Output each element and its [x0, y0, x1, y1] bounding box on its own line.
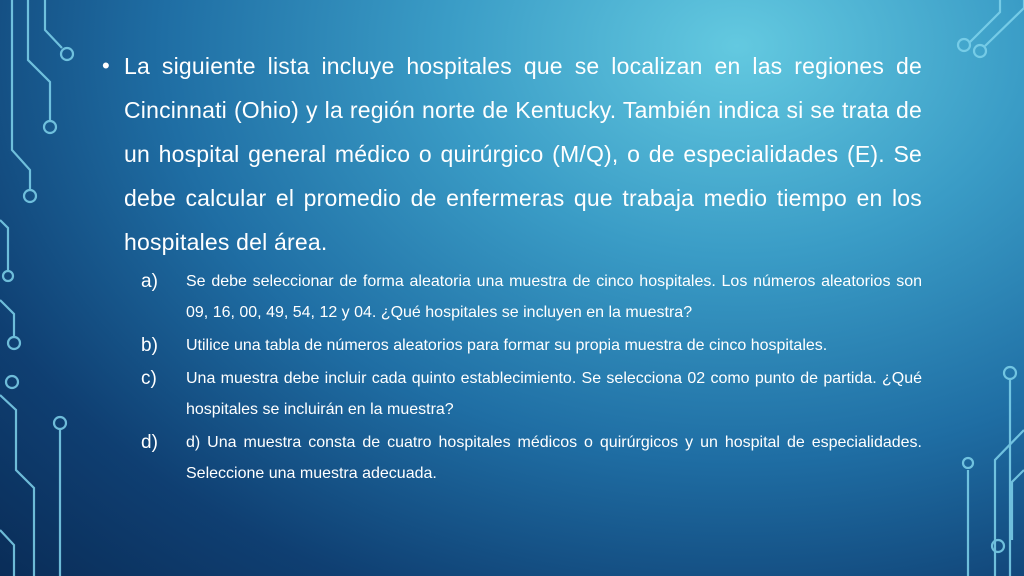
circuit-node	[963, 458, 973, 468]
circuit-node	[974, 45, 986, 57]
list-item-marker: a)	[141, 271, 158, 292]
circuit-trace-left-7	[0, 530, 14, 576]
circuit-node	[8, 337, 20, 349]
circuit-node	[44, 121, 56, 133]
circuit-trace-left-5	[0, 395, 34, 576]
circuit-node	[61, 48, 73, 60]
circuit-trace-left-4	[0, 300, 14, 336]
slide-content	[100, 44, 922, 491]
circuit-node	[24, 190, 36, 202]
list-item-marker: c)	[141, 368, 157, 389]
list-item-text: Utilice una tabla de números aleatorios para formar su propia muestra de cinco hospitales.	[186, 337, 828, 354]
bullet-icon: •	[102, 53, 110, 78]
circuit-node	[6, 376, 18, 388]
circuit-node	[992, 540, 1004, 552]
list-item	[141, 330, 922, 361]
list-item-text: Una muestra debe incluir cada quinto establecimiento. Se selecciona 02 como punto de partida. ¿Qué hospitales se incluirán en la muestra?	[186, 370, 922, 418]
circuit-trace-right-1	[985, 0, 1024, 46]
circuit-trace-left-8	[0, 220, 8, 270]
list-item-text: d) Una muestra consta de cuatro hospitales médicos o quirúrgicos y un hospital de especialidades. Seleccione una muestra adecuada.	[186, 434, 922, 482]
main-bullet-text: La siguiente lista incluye hospitales que se localizan en las regiones de Cincinnati (Ohio) y la región norte de Kentucky. También indica si se trata de un hospital general médico o quirúrgico (M/Q), o de especialidades (E). Se debe calcular el promedio de enfermeras que trabaja medio tiempo en los hospitales del área.	[124, 53, 922, 255]
circuit-node	[1004, 367, 1016, 379]
circuit-node	[3, 271, 13, 281]
circuit-node	[54, 417, 66, 429]
list-item	[141, 266, 922, 328]
list-item	[141, 363, 922, 425]
circuit-trace-left-3	[45, 0, 62, 48]
list-item	[141, 427, 922, 489]
circuit-trace-left-2	[28, 0, 50, 120]
circuit-node	[958, 39, 970, 51]
list-item-text: Se debe seleccionar de forma aleatoria una muestra de cinco hospitales. Los números aleatorios son 09, 16, 00, 49, 54, 12 y 04. ¿Qué hospitales se incluyen en la muestra?	[186, 273, 922, 321]
list-item-marker: b)	[141, 335, 158, 356]
circuit-trace-right-5	[1012, 470, 1024, 540]
sub-list	[100, 266, 922, 489]
list-item-marker: d)	[141, 432, 158, 453]
main-bullet-paragraph	[100, 44, 922, 264]
